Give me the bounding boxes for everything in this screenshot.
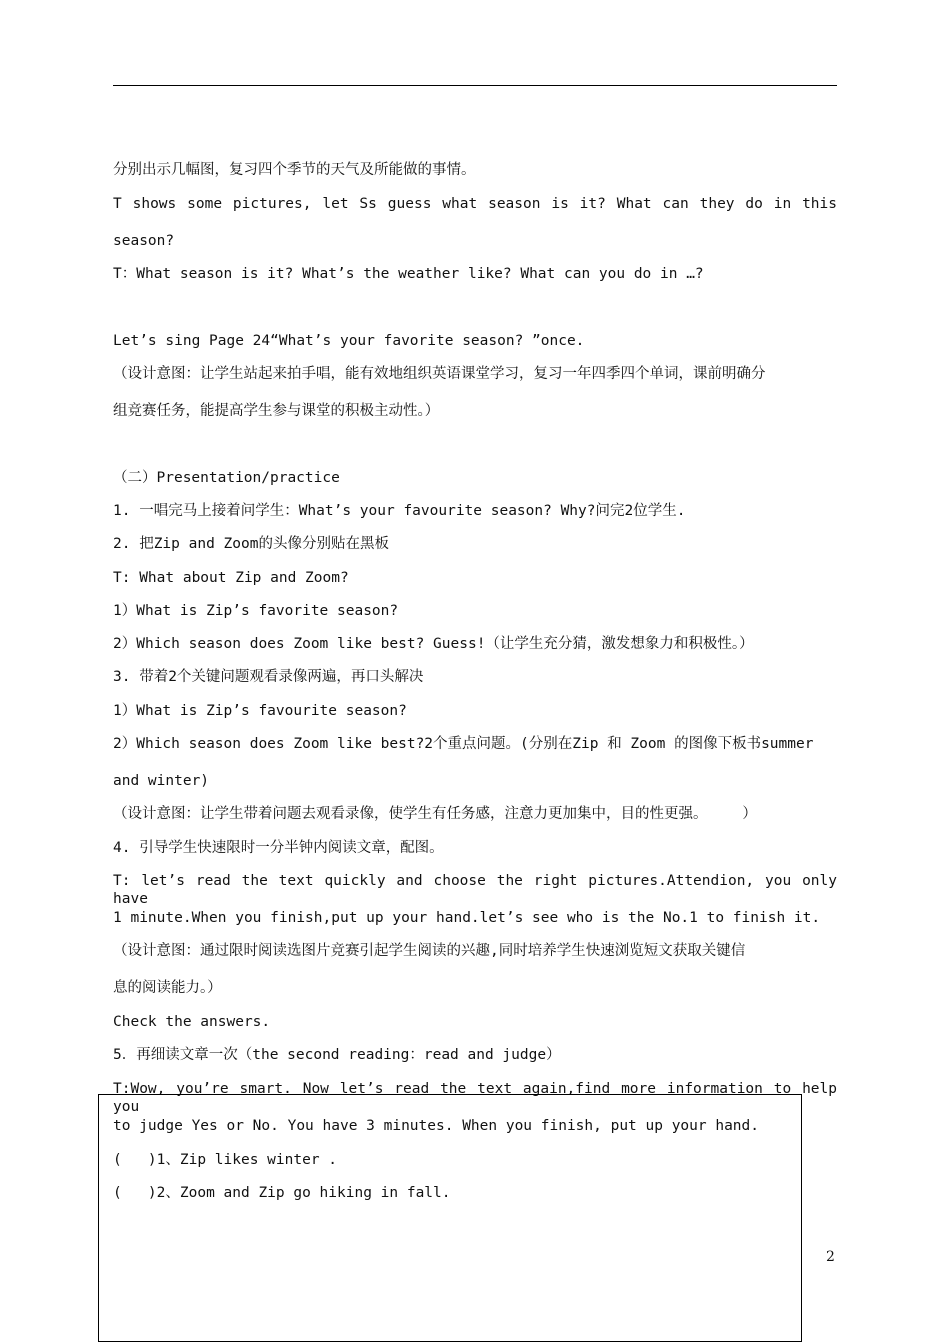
text-line-warmup-instruction: 分别出示几幅图，复习四个季节的天气及所能做的事情。 [113, 162, 476, 178]
text-line-judge-instruction: to judge Yes or No. You have 3 minutes. When you finish, put up your hand. [113, 1118, 760, 1134]
text-line-step-1: 1. 一唱完马上接着问学生：What’s your favourite season? Why?问完2位学生. [113, 503, 686, 519]
judge-item-2: ( )2、Zoom and Zip go hiking in fall. [113, 1185, 451, 1201]
text-line-step-4: 4. 引导学生快速限时一分半钟内阅读文章，配图。 [113, 840, 444, 856]
text-line-design-intent-3a: （设计意图：通过限时阅读选图片竞赛引起学生阅读的兴趣,同时培养学生快速浏览短文获取关键信 [113, 943, 746, 959]
text-line-sing-song: Let’s sing Page 24“What’s your favorite season? ”once. [113, 333, 585, 349]
text-line-summer-winter: and winter) [113, 773, 210, 789]
judge-item-1: ( )1、Zip likes winter . [113, 1152, 338, 1168]
text-line-design-intent-3b: 息的阅读能力。） [113, 980, 222, 996]
text-line-question-1: 1）What is Zip’s favorite season? [113, 603, 399, 619]
page-number: 2 [826, 1249, 835, 1265]
text-line-design-intent-2: （设计意图：让学生带着问题去观看录像，使学生有任务感，注意力更加集中，目的性更强。 ） [113, 806, 757, 822]
header-rule [113, 85, 837, 86]
text-line-teacher-questions: T：What season is it? What’s the weather like? What can you do in …? [113, 266, 704, 282]
text-line-check-answers: Check the answers. [113, 1014, 271, 1030]
text-line-teacher-shows-pictures: T shows some pictures, let Ss guess what season is it? What can they do in this [113, 196, 837, 212]
text-line-step-5: 5．再细读文章一次（the second reading：read and judge） [113, 1047, 561, 1063]
text-line-design-intent-1b: 组竞赛任务，能提高学生参与课堂的积极主动性。） [113, 403, 440, 419]
text-line-read-quickly: T: let’s read the text quickly and choose the right pictures.Attendion, you only have [113, 873, 837, 907]
text-line-key-question-1: 1）What is Zip’s favourite season? [113, 703, 407, 719]
text-line-season-question: season? [113, 233, 175, 249]
text-line-one-minute: 1 minute.When you finish,put up your hand.let’s see who is the No.1 to finish it. [113, 910, 821, 926]
text-line-question-2: 2）Which season does Zoom like best? Guess!（让学生充分猜，激发想象力和积极性。） [113, 636, 754, 652]
text-line-step-2: 2. 把Zip and Zoom的头像分别贴在黑板 [113, 536, 389, 552]
text-line-what-about-zip-zoom: T: What about Zip and Zoom? [113, 570, 349, 586]
text-line-step-3: 3. 带着2个关键问题观看录像两遍，再口头解决 [113, 669, 424, 685]
text-line-design-intent-1a: （设计意图：让学生站起来拍手唱，能有效地组织英语课堂学习，复习一年四季四个单词，课前明确分 [113, 366, 766, 382]
text-line-read-again: T:Wow, you’re smart. Now let’s read the text again,find more information to help you [113, 1081, 837, 1115]
section-heading-presentation: （二）Presentation/practice [113, 470, 340, 486]
text-line-key-question-2: 2）Which season does Zoom like best?2个重点问题。(分别在Zip 和 Zoom 的图像下板书summer [113, 736, 814, 752]
